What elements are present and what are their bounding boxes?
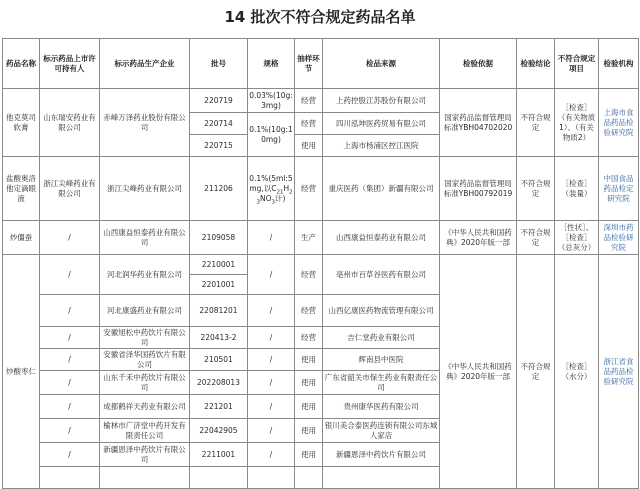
sampling-stage: 使用: [295, 349, 323, 371]
manufacturer: 榆林市广济堂中药开发有限责任公司: [100, 419, 190, 443]
column-header: 检验机构: [599, 39, 639, 89]
batch-number: 220719: [190, 89, 248, 113]
manufacturer: 山西康益恒泰药业有限公司: [100, 221, 190, 255]
batch-number: 2201001: [190, 275, 248, 295]
specification: [248, 467, 295, 489]
manufacturer: 赤峰万泽药业股份有限公司: [100, 89, 190, 157]
license-holder: /: [40, 295, 100, 327]
specification: /: [248, 327, 295, 349]
failed-items: ［检查］（水分）: [555, 255, 599, 489]
column-header: 检验结论: [517, 39, 555, 89]
table-row: [3, 221, 639, 255]
sampling-stage: 经营: [295, 157, 323, 221]
test-basis: 《中华人民共和国药典》2020年版一部: [440, 255, 517, 489]
batch-number: 221201: [190, 395, 248, 419]
sampling-stage: 使用: [295, 371, 323, 395]
batch-number: 22042905: [190, 419, 248, 443]
test-basis: 国家药品监督管理局标准YBH00792019: [440, 157, 517, 221]
sample-source: 辉南县中医院: [323, 349, 440, 371]
manufacturer: 成都鹤祥天药业有限公司: [100, 395, 190, 419]
sample-source: 上海市杨浦区控江医院: [323, 135, 440, 157]
batch-number: 202208013: [190, 371, 248, 395]
manufacturer: 河北润华药业有限公司: [100, 255, 190, 295]
column-header: 批号: [190, 39, 248, 89]
sampling-stage: 经营: [295, 295, 323, 327]
sampling-stage: [295, 467, 323, 489]
specification: 0.1%(10g:10mg): [248, 113, 295, 157]
specification: /: [248, 295, 295, 327]
license-holder: /: [40, 327, 100, 349]
batch-number: 211206: [190, 157, 248, 221]
sample-source: [323, 467, 440, 489]
sample-source: 新疆恩泽中药饮片有限公司: [323, 443, 440, 467]
test-agency: 浙江省食品药品检验研究院: [599, 255, 639, 489]
test-conclusion: 不符合规定: [517, 157, 555, 221]
specification: /: [248, 371, 295, 395]
batch-number: 220715: [190, 135, 248, 157]
specification: /: [248, 443, 295, 467]
test-conclusion: 不符合规定: [517, 221, 555, 255]
drug-name: 炒酸枣仁: [3, 255, 40, 489]
license-holder: /: [40, 443, 100, 467]
sample-source: 山西亿康医药物流管理有限公司: [323, 295, 440, 327]
column-header: 抽样环节: [295, 39, 323, 89]
batch-number: 210501: [190, 349, 248, 371]
failed-items: ［性状］、［检查］（总灰分）: [555, 221, 599, 255]
batch-number: 22081201: [190, 295, 248, 327]
sampling-stage: 使用: [295, 419, 323, 443]
sampling-stage: 经营: [295, 327, 323, 349]
test-basis: 国家药品监督管理局标准YBH04702020: [440, 89, 517, 157]
license-holder: 浙江尖峰药业有限公司: [40, 157, 100, 221]
specification: 0.03%(10g:3mg): [248, 89, 295, 113]
specification: /: [248, 349, 295, 371]
column-header: 规格: [248, 39, 295, 89]
specification: /: [248, 419, 295, 443]
batch-number: 220413-2: [190, 327, 248, 349]
license-holder: /: [40, 395, 100, 419]
sample-source: 贵州康华医药有限公司: [323, 395, 440, 419]
license-holder: /: [40, 221, 100, 255]
specification: /: [248, 395, 295, 419]
license-holder: [40, 467, 100, 489]
sample-source: 四川泓坤医药贸易有限公司: [323, 113, 440, 135]
table-header-row: [3, 39, 639, 89]
test-agency: 深圳市药品检验研究院: [599, 221, 639, 255]
column-header: 药品名称: [3, 39, 40, 89]
batch-number: 220714: [190, 113, 248, 135]
sample-source: 银川美合泰医药连锁有限公司东城人家店: [323, 419, 440, 443]
sample-source: 山西康益恒泰药业有限公司: [323, 221, 440, 255]
column-header: 检验依据: [440, 39, 517, 89]
specification: 0.1%(5ml:5mg,以$C_{21}H_{23}NO_3$计): [248, 157, 295, 221]
table-row: [3, 89, 639, 113]
sample-source: 重庆医药（集团）新疆有限公司: [323, 157, 440, 221]
drug-name: 炒僵蚕: [3, 221, 40, 255]
table-row: [3, 157, 639, 221]
sampling-stage: 使用: [295, 135, 323, 157]
drug-name: 盐酸奥洛他定滴眼液: [3, 157, 40, 221]
page-title: 14 批次不符合规定药品名单: [224, 8, 416, 26]
specification: /: [248, 221, 295, 255]
sample-source: 亳州市百草谷医药有限公司: [323, 255, 440, 295]
manufacturer: 安徽省泽华国药饮片有限公司: [100, 349, 190, 371]
batch-number: 2109058: [190, 221, 248, 255]
license-holder: /: [40, 419, 100, 443]
sampling-stage: 经营: [295, 113, 323, 135]
sample-source: 吉仁堂药业有限公司: [323, 327, 440, 349]
sampling-stage: 经营: [295, 255, 323, 295]
failed-items: ［检查］（有关物质1）、（有关物质2）: [555, 89, 599, 157]
column-header: 标示药品上市许可持有人: [40, 39, 100, 89]
table-row: [3, 255, 639, 275]
license-holder: /: [40, 255, 100, 295]
noncompliant-drug-table: [2, 38, 639, 489]
specification: /: [248, 255, 295, 295]
sampling-stage: 生产: [295, 221, 323, 255]
sample-source: 广东省韶关市保生药业有限责任公司: [323, 371, 440, 395]
manufacturer: 河北康盛药业有限公司: [100, 295, 190, 327]
drug-name: 他克莫司软膏: [3, 89, 40, 157]
manufacturer: 浙江尖峰药业有限公司: [100, 157, 190, 221]
test-conclusion: 不符合规定: [517, 89, 555, 157]
test-agency: 上海市食品药品检验研究院: [599, 89, 639, 157]
test-agency: 中国食品药品检定研究院: [599, 157, 639, 221]
sample-source: 上药控股江苏股份有限公司: [323, 89, 440, 113]
sampling-stage: 使用: [295, 395, 323, 419]
batch-number: 2211001: [190, 443, 248, 467]
batch-number: 2210001: [190, 255, 248, 275]
test-conclusion: 不符合规定: [517, 255, 555, 489]
license-holder: /: [40, 371, 100, 395]
manufacturer: 安徽旭松中药饮片有限公司: [100, 327, 190, 349]
manufacturer: [100, 467, 190, 489]
column-header: 检品来源: [323, 39, 440, 89]
column-header: 不符合规定项目: [555, 39, 599, 89]
manufacturer: 山东千禾中药饮片有限公司: [100, 371, 190, 395]
batch-number: [190, 467, 248, 489]
license-holder: 山东瑞安药业有限公司: [40, 89, 100, 157]
failed-items: ［检查］（装量）: [555, 157, 599, 221]
license-holder: /: [40, 349, 100, 371]
manufacturer: 新疆恩泽中药饮片有限公司: [100, 443, 190, 467]
sampling-stage: 经营: [295, 89, 323, 113]
test-basis: 《中华人民共和国药典》2020年版一部: [440, 221, 517, 255]
column-header: 标示药品生产企业: [100, 39, 190, 89]
sampling-stage: 使用: [295, 443, 323, 467]
